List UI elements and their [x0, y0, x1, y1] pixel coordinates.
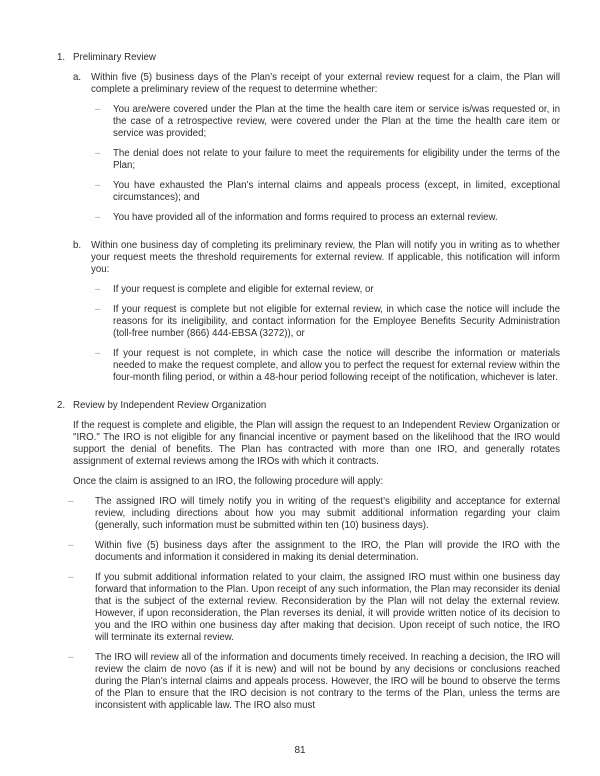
section-preliminary-review: [57, 52, 560, 392]
dash-bullet-icon: –: [68, 572, 74, 583]
bullet-text: If your request is not complete, in which case the notice will describe the information or materials needed to make the request complete, and allow you to perfect the request for external review within the four-month filing period, or within a 48-hour period following receipt of the notification, whichever is later.: [113, 348, 560, 383]
list-item: [91, 148, 560, 172]
bullet-text: The IRO will review all of the information and documents timely received. In reaching a decision, the IRO will review the claim de novo (as if it is new) and will not be bound by any decisions or conclusions reached during the Plan’s internal claims and appeals process. However, the IRO will be bound to observe the terms of the Plan to ensure that the IRO decision is not contrary to the terms of the Plan, unless the terms are inconsistent with applicable law. The IRO also must: [95, 652, 560, 711]
paragraph: If the request is complete and eligible, the Plan will assign the request to an Independent Review Organization or "IRO." The IRO is not eligible for any financial incentive or payment based on the likelihood that the IRO would support the denial of benefits. The Plan has contracted with more than one IRO, and generally rotates assignment of external reviews among the IROs with which it contracts.: [73, 420, 560, 467]
list-item-b: [73, 240, 560, 392]
list-item: [91, 212, 560, 224]
bullet-text: If your request is complete and eligible for external review, or: [113, 284, 374, 295]
paragraph: Once the claim is assigned to an IRO, the following procedure will apply:: [73, 476, 384, 487]
dash-bullet-icon: –: [95, 104, 101, 115]
list-item: [68, 496, 560, 532]
item-label: a.: [73, 72, 82, 83]
bullet-text: You have provided all of the information and forms required to process an external review.: [113, 212, 498, 223]
list-item: [91, 284, 560, 296]
dash-bullet-icon: –: [68, 496, 74, 507]
list-item: [68, 572, 560, 644]
list-item-a: [73, 72, 560, 232]
section-number: 1.: [57, 52, 66, 63]
dash-bullet-icon: –: [95, 304, 101, 315]
bullet-text: The denial does not relate to your failure to meet the requirements for eligibility under the terms of the Plan;: [113, 148, 560, 171]
section-title: Review by Independent Review Organization: [73, 400, 267, 411]
dash-bullet-icon: –: [95, 148, 101, 159]
item-label: b.: [73, 240, 82, 251]
section-independent-review-organization: [57, 400, 560, 712]
dash-bullet-icon: –: [68, 652, 74, 663]
section-title: Preliminary Review: [73, 52, 156, 63]
dash-bullet-icon: –: [95, 180, 101, 191]
bullet-text: If you submit additional information related to your claim, the assigned IRO must within one business day forward that information to the Plan. Upon receipt of any such information, the Plan may reconsider its denial that is the subject of the external review. Reconsideration by the Plan will not delay the external review. However, if upon reconsideration, the Plan reverses its denial, it will provide written notice of its decision to you and the IRO within one business day after making that decision. Upon receipt of such notice, the IRO will terminate its external review.: [95, 572, 560, 643]
item-text: Within five (5) business days of the Plan’s receipt of your external review request for a claim, the Plan will complete a preliminary review of the request to determine whether:: [91, 72, 560, 95]
item-text: Within one business day of completing its preliminary review, the Plan will notify you in writing as to whether your request meets the threshold requirements for external review. If applicable, this notification will inform you:: [91, 240, 560, 275]
dash-bullet-icon: –: [95, 212, 101, 223]
dash-bullet-icon: –: [68, 540, 74, 551]
list-item: [91, 180, 560, 204]
bullet-text: Within five (5) business days after the assignment to the IRO, the Plan will provide the IRO with the documents and information it considered in making its denial determination.: [95, 540, 560, 563]
list-item: [68, 540, 560, 564]
dash-bullet-icon: –: [95, 348, 101, 359]
section-number: 2.: [57, 400, 66, 411]
page-number: 81: [294, 745, 306, 756]
bullet-text: You have exhausted the Plan’s internal claims and appeals process (except, in limited, exceptional circumstances); and: [113, 180, 560, 203]
list-item: [91, 348, 560, 384]
list-item: [91, 304, 560, 340]
list-item: [91, 104, 560, 140]
dash-bullet-icon: –: [95, 284, 101, 295]
bullet-text: You are/were covered under the Plan at the time the health care item or service is/was requested or, in the case of a retrospective review, were covered under the Plan at the time the health care item or service was provided;: [113, 104, 560, 139]
bullet-text: If your request is complete but not eligible for external review, in which case the notice will include the reasons for its ineligibility, and contact information for the Employee Benefits Security Administration (toll-free number (866) 444-EBSA (3272)), or: [113, 304, 560, 339]
bullet-text: The assigned IRO will timely notify you in writing of the request’s eligibility and acceptance for external review, including directions about how you may submit additional information regarding your claim (generally, such information must be submitted within ten (10) business days).: [95, 496, 560, 531]
list-item: [68, 652, 560, 712]
